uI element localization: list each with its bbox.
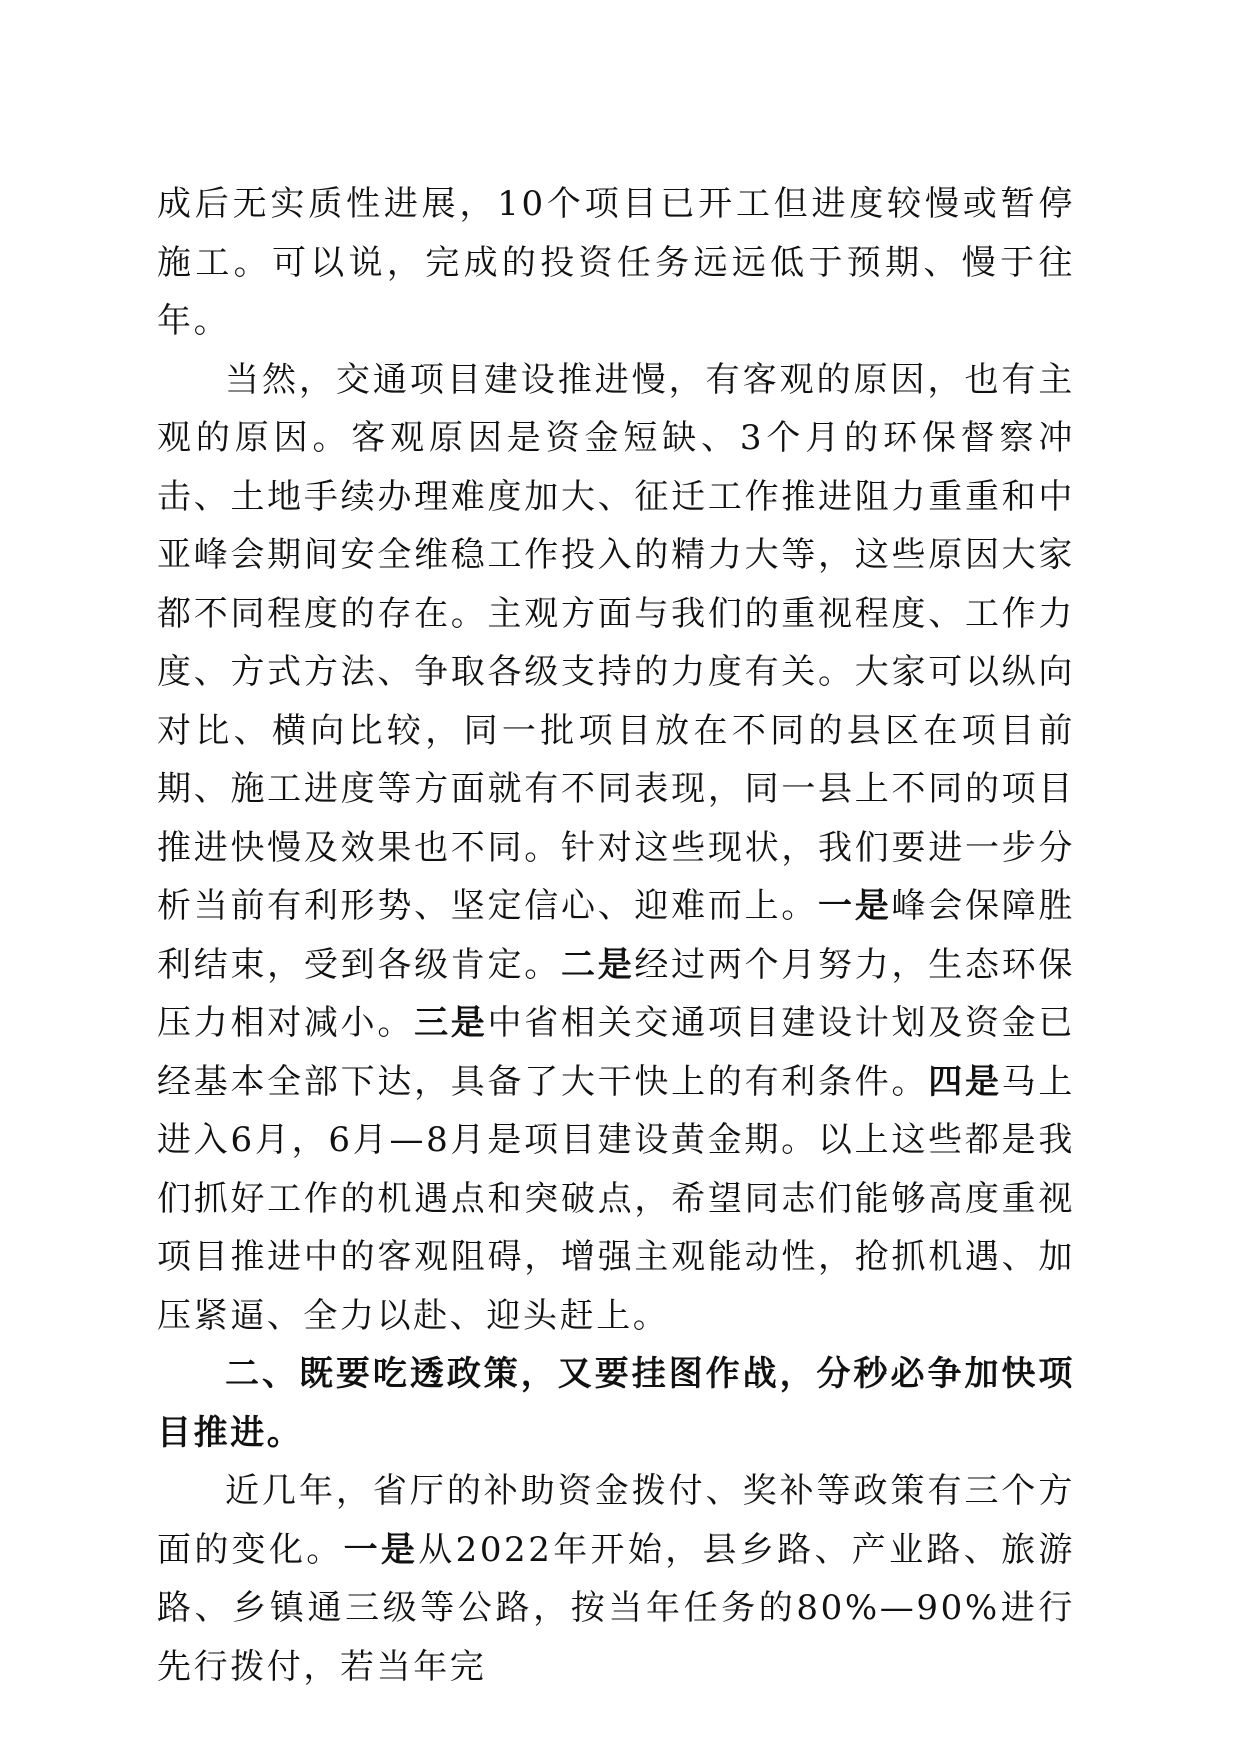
paragraph-text: 从2022年开始，县乡路、产业路、旅游路、乡镇通三级等公路，按当年任务的80%—90%进行先行拨付，若当年完 bbox=[157, 1529, 1076, 1687]
document-body bbox=[157, 175, 1075, 1696]
paragraph-text: 马上进入6月，6月—8月是项目建设黄金期。以上这些都是我们抓好工作的机遇点和突破点，希望同志们能够高度重视项目推进中的客观阻碍，增强主观能动性，抢抓机遇、加压紧逼、全力以赴、迎头赶上。 bbox=[157, 1061, 1075, 1336]
section-heading-2 bbox=[157, 1345, 1075, 1462]
paragraph-text: 峰会保障胜利结束，受到各级肯定。 bbox=[157, 886, 1075, 985]
emphasis-second: 二是 bbox=[560, 944, 635, 985]
emphasis-third: 三是 bbox=[414, 1003, 488, 1043]
paragraph-causes bbox=[157, 351, 1075, 1346]
paragraph-text: 近几年，省厅的补助资金拨付、奖补等政策有三个方面的变化。 bbox=[157, 1471, 1075, 1570]
paragraph-text: 成后无实质性进展，10个项目已开工但进度较慢或暂停施工。可以说，完成的投资任务远远低于预期、慢于往年。 bbox=[157, 184, 1075, 341]
emphasis-first: 一是 bbox=[818, 886, 892, 926]
paragraph-text: 经过两个月努力，生态环保压力相对减小。 bbox=[157, 944, 1075, 1043]
paragraph-continuation bbox=[157, 175, 1075, 351]
emphasis-fourth: 四是 bbox=[928, 1061, 1002, 1102]
paragraph-text: 中省相关交通项目建设计划及资金已经基本全部下达，具备了大干快上的有利条件。 bbox=[157, 1003, 1075, 1102]
paragraph-text: 当然，交通项目建设推进慢，有客观的原因，也有主观的原因。客观原因是资金短缺、3个月的环保督察冲击、土地手续办理难度加大、征迁工作推进阻力重重和中亚峰会期间安全维稳工作投入的精力大等，这些原因大家都不同程度的存在。主观方面与我们的重视程度、工作力度、方式方法、争取各级支持的力度有关。大家可以纵向对比、横向比较，同一批项目放在不同的县区在项目前期、施工进度等方面就有不同表现，同一县上不同的项目推进快慢及效果也不同。针对这些现状，我们要进一步分析当前有利形势、坚定信心、迎难而上。 bbox=[157, 359, 1075, 926]
emphasis-first: 一是 bbox=[343, 1529, 419, 1570]
section-heading-text: 二、既要吃透政策，又要挂图作战，分秒必争加快项目推进。 bbox=[157, 1354, 1075, 1453]
paragraph-policy-changes bbox=[157, 1462, 1075, 1696]
